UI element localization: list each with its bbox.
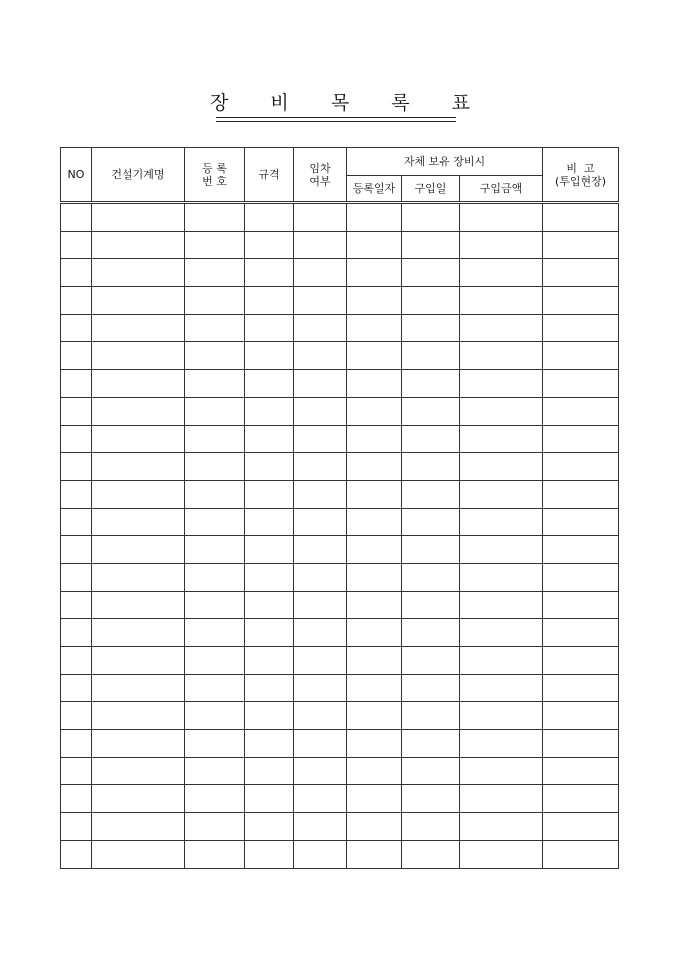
- table-cell[interactable]: [185, 287, 245, 315]
- table-cell[interactable]: [543, 425, 619, 453]
- table-cell[interactable]: [543, 674, 619, 702]
- table-cell[interactable]: [402, 480, 460, 508]
- table-cell[interactable]: [347, 591, 402, 619]
- table-cell[interactable]: [460, 287, 543, 315]
- table-cell[interactable]: [460, 508, 543, 536]
- table-cell[interactable]: [92, 702, 185, 730]
- table-row: [61, 563, 619, 591]
- table-cell[interactable]: [460, 813, 543, 841]
- table-cell[interactable]: [347, 203, 402, 232]
- table-cell[interactable]: [61, 397, 92, 425]
- table-row: [61, 287, 619, 315]
- table-cell[interactable]: [245, 840, 294, 868]
- header-machine-name: 건설기계명: [92, 148, 185, 203]
- equipment-list-table: [60, 147, 619, 869]
- table-cell[interactable]: [460, 425, 543, 453]
- table-cell[interactable]: [185, 563, 245, 591]
- table-cell[interactable]: [61, 231, 92, 259]
- table-cell[interactable]: [294, 231, 347, 259]
- table-cell[interactable]: [61, 785, 92, 813]
- table-cell[interactable]: [347, 536, 402, 564]
- table-cell[interactable]: [92, 536, 185, 564]
- table-cell[interactable]: [245, 203, 294, 232]
- table-cell[interactable]: [543, 342, 619, 370]
- table-cell[interactable]: [92, 785, 185, 813]
- table-cell[interactable]: [61, 647, 92, 675]
- table-row: [61, 730, 619, 758]
- table-cell[interactable]: [61, 757, 92, 785]
- table-cell[interactable]: [92, 370, 185, 398]
- table-cell[interactable]: [543, 314, 619, 342]
- table-cell[interactable]: [294, 480, 347, 508]
- table-cell[interactable]: [294, 536, 347, 564]
- table-cell[interactable]: [245, 619, 294, 647]
- table-cell[interactable]: [460, 730, 543, 758]
- table-cell[interactable]: [347, 785, 402, 813]
- table-cell[interactable]: [543, 508, 619, 536]
- table-cell[interactable]: [460, 647, 543, 675]
- table-cell[interactable]: [92, 619, 185, 647]
- table-cell[interactable]: [61, 508, 92, 536]
- table-cell[interactable]: [347, 425, 402, 453]
- table-cell[interactable]: [402, 397, 460, 425]
- table-cell[interactable]: [543, 397, 619, 425]
- table-cell[interactable]: [543, 231, 619, 259]
- table-cell[interactable]: [347, 647, 402, 675]
- table-cell[interactable]: [460, 757, 543, 785]
- table-cell[interactable]: [347, 231, 402, 259]
- table-cell[interactable]: [543, 785, 619, 813]
- table-cell[interactable]: [347, 757, 402, 785]
- table-cell[interactable]: [92, 231, 185, 259]
- header-lease-status-line2: 여부: [309, 174, 331, 188]
- table-cell[interactable]: [245, 508, 294, 536]
- table-cell[interactable]: [92, 508, 185, 536]
- table-row: [61, 840, 619, 868]
- header-owned-equipment-group: 자체 보유 장비시: [347, 148, 543, 176]
- header-lease-status: [294, 148, 347, 203]
- table-cell[interactable]: [460, 702, 543, 730]
- table-cell[interactable]: [185, 619, 245, 647]
- table-cell[interactable]: [402, 287, 460, 315]
- table-cell[interactable]: [402, 508, 460, 536]
- table-cell[interactable]: [294, 370, 347, 398]
- table-cell[interactable]: [347, 702, 402, 730]
- table-row: [61, 591, 619, 619]
- table-cell[interactable]: [294, 730, 347, 758]
- table-row: [61, 702, 619, 730]
- table-cell[interactable]: [92, 813, 185, 841]
- table-cell[interactable]: [61, 619, 92, 647]
- table-cell[interactable]: [347, 397, 402, 425]
- table-cell[interactable]: [185, 397, 245, 425]
- table-cell[interactable]: [402, 203, 460, 232]
- table-row: [61, 203, 619, 232]
- table-cell[interactable]: [245, 287, 294, 315]
- table-cell[interactable]: [61, 702, 92, 730]
- table-cell[interactable]: [543, 453, 619, 481]
- table-cell[interactable]: [61, 480, 92, 508]
- table-cell[interactable]: [61, 314, 92, 342]
- table-cell[interactable]: [294, 259, 347, 287]
- table-cell[interactable]: [294, 757, 347, 785]
- table-cell[interactable]: [185, 425, 245, 453]
- table-cell[interactable]: [61, 287, 92, 315]
- table-cell[interactable]: [543, 563, 619, 591]
- table-cell[interactable]: [402, 342, 460, 370]
- table-cell[interactable]: [543, 591, 619, 619]
- table-row: [61, 480, 619, 508]
- table-cell[interactable]: [402, 259, 460, 287]
- table-cell[interactable]: [460, 536, 543, 564]
- table-cell[interactable]: [245, 397, 294, 425]
- table-cell[interactable]: [543, 259, 619, 287]
- table-cell[interactable]: [245, 231, 294, 259]
- table-cell[interactable]: [347, 314, 402, 342]
- table-cell[interactable]: [245, 453, 294, 481]
- table-cell[interactable]: [460, 231, 543, 259]
- table-cell[interactable]: [185, 259, 245, 287]
- table-row: [61, 536, 619, 564]
- table-cell[interactable]: [347, 453, 402, 481]
- table-cell[interactable]: [92, 397, 185, 425]
- table-cell[interactable]: [294, 314, 347, 342]
- table-cell[interactable]: [460, 563, 543, 591]
- table-cell[interactable]: [402, 536, 460, 564]
- table-cell[interactable]: [347, 508, 402, 536]
- table-cell[interactable]: [460, 370, 543, 398]
- table-cell[interactable]: [61, 730, 92, 758]
- table-row: [61, 647, 619, 675]
- table-body: [61, 203, 619, 869]
- table-cell[interactable]: [61, 536, 92, 564]
- table-cell[interactable]: [61, 674, 92, 702]
- table-cell[interactable]: [460, 785, 543, 813]
- table-cell[interactable]: [185, 314, 245, 342]
- table-cell[interactable]: [294, 425, 347, 453]
- table-cell[interactable]: [402, 702, 460, 730]
- table-cell[interactable]: [92, 480, 185, 508]
- table-cell[interactable]: [294, 287, 347, 315]
- table-cell[interactable]: [402, 674, 460, 702]
- table-cell[interactable]: [245, 314, 294, 342]
- table-cell[interactable]: [92, 647, 185, 675]
- table-cell[interactable]: [460, 840, 543, 868]
- table-cell[interactable]: [460, 342, 543, 370]
- table-row: [61, 314, 619, 342]
- table-cell[interactable]: [543, 480, 619, 508]
- table-row: [61, 508, 619, 536]
- table-cell[interactable]: [294, 674, 347, 702]
- table-cell[interactable]: [294, 203, 347, 232]
- table-cell[interactable]: [543, 757, 619, 785]
- table-cell[interactable]: [92, 259, 185, 287]
- table-cell[interactable]: [460, 397, 543, 425]
- table-cell[interactable]: [402, 619, 460, 647]
- table-cell[interactable]: [460, 480, 543, 508]
- title-underline-second: [216, 121, 456, 122]
- header-remarks-line1: 비 고: [566, 161, 595, 175]
- header-remarks-line2: (투입현장): [554, 174, 607, 188]
- table-cell[interactable]: [543, 813, 619, 841]
- table-cell[interactable]: [92, 287, 185, 315]
- table-cell[interactable]: [185, 674, 245, 702]
- table-cell[interactable]: [402, 314, 460, 342]
- table-cell[interactable]: [543, 370, 619, 398]
- table-row: [61, 785, 619, 813]
- table-cell[interactable]: [460, 591, 543, 619]
- table-cell[interactable]: [347, 342, 402, 370]
- table-cell[interactable]: [61, 370, 92, 398]
- table-cell[interactable]: [294, 647, 347, 675]
- table-cell[interactable]: [92, 203, 185, 232]
- table-cell[interactable]: [61, 342, 92, 370]
- table-cell[interactable]: [294, 342, 347, 370]
- table-cell[interactable]: [61, 813, 92, 841]
- table-cell[interactable]: [245, 785, 294, 813]
- table-cell[interactable]: [402, 757, 460, 785]
- table-cell[interactable]: [347, 480, 402, 508]
- header-lease-status-line1: 임차: [309, 161, 331, 175]
- table-cell[interactable]: [185, 536, 245, 564]
- table-cell[interactable]: [92, 314, 185, 342]
- table-cell[interactable]: [245, 563, 294, 591]
- table-cell[interactable]: [347, 259, 402, 287]
- table-cell[interactable]: [347, 563, 402, 591]
- table-cell[interactable]: [185, 370, 245, 398]
- title-underline: [216, 117, 456, 118]
- table-cell[interactable]: [185, 508, 245, 536]
- table-cell[interactable]: [402, 453, 460, 481]
- table-cell[interactable]: [543, 203, 619, 232]
- header-registration-number-line1: 등 록: [202, 161, 227, 175]
- table-cell[interactable]: [245, 813, 294, 841]
- table-cell[interactable]: [294, 453, 347, 481]
- table-cell[interactable]: [185, 813, 245, 841]
- table-cell[interactable]: [347, 840, 402, 868]
- table-cell[interactable]: [460, 674, 543, 702]
- header-no: NO: [61, 148, 92, 203]
- table-cell[interactable]: [185, 480, 245, 508]
- table-cell[interactable]: [543, 730, 619, 758]
- table-cell[interactable]: [61, 563, 92, 591]
- table-cell[interactable]: [460, 453, 543, 481]
- table-cell[interactable]: [294, 813, 347, 841]
- table-cell[interactable]: [185, 757, 245, 785]
- table-cell[interactable]: [61, 840, 92, 868]
- table-cell[interactable]: [347, 287, 402, 315]
- table-cell[interactable]: [402, 370, 460, 398]
- table-cell[interactable]: [543, 536, 619, 564]
- table-cell[interactable]: [347, 674, 402, 702]
- table-cell[interactable]: [92, 591, 185, 619]
- table-cell[interactable]: [245, 480, 294, 508]
- header-registration-number: [185, 148, 245, 203]
- table-cell[interactable]: [245, 757, 294, 785]
- table-cell[interactable]: [185, 702, 245, 730]
- table-cell[interactable]: [294, 619, 347, 647]
- table-cell[interactable]: [402, 730, 460, 758]
- table-cell[interactable]: [92, 453, 185, 481]
- table-cell[interactable]: [402, 840, 460, 868]
- table-cell[interactable]: [61, 259, 92, 287]
- table-cell[interactable]: [245, 674, 294, 702]
- table-cell[interactable]: [543, 702, 619, 730]
- table-row: [61, 674, 619, 702]
- table-cell[interactable]: [245, 259, 294, 287]
- table-cell[interactable]: [245, 370, 294, 398]
- table-cell[interactable]: [294, 785, 347, 813]
- table-cell[interactable]: [185, 203, 245, 232]
- table-cell[interactable]: [245, 536, 294, 564]
- table-cell[interactable]: [543, 287, 619, 315]
- table-cell[interactable]: [245, 342, 294, 370]
- table-cell[interactable]: [402, 425, 460, 453]
- table-cell[interactable]: [402, 647, 460, 675]
- table-row: [61, 342, 619, 370]
- table-cell[interactable]: [92, 840, 185, 868]
- table-cell[interactable]: [402, 563, 460, 591]
- table-cell[interactable]: [402, 785, 460, 813]
- table-cell[interactable]: [347, 813, 402, 841]
- table-cell[interactable]: [402, 591, 460, 619]
- table-cell[interactable]: [245, 591, 294, 619]
- page-title: 장 비 목 록 표: [210, 92, 488, 114]
- table-cell[interactable]: [460, 203, 543, 232]
- table-row: [61, 397, 619, 425]
- header-registration-number-line2: 번 호: [202, 174, 227, 188]
- table-row: [61, 259, 619, 287]
- table-cell[interactable]: [543, 647, 619, 675]
- table-cell[interactable]: [185, 591, 245, 619]
- table-row: [61, 370, 619, 398]
- table-cell[interactable]: [185, 730, 245, 758]
- table-cell[interactable]: [460, 619, 543, 647]
- table-row: [61, 757, 619, 785]
- table-cell[interactable]: [92, 563, 185, 591]
- table-cell[interactable]: [92, 757, 185, 785]
- header-purchase-date: 구입일: [402, 176, 460, 203]
- table-cell[interactable]: [347, 370, 402, 398]
- header-remarks: [543, 148, 619, 203]
- table-cell[interactable]: [61, 591, 92, 619]
- table-cell[interactable]: [92, 425, 185, 453]
- table-cell[interactable]: [92, 674, 185, 702]
- table-cell[interactable]: [543, 619, 619, 647]
- table-cell[interactable]: [543, 840, 619, 868]
- header-registration-date: 등록일자: [347, 176, 402, 203]
- table-cell[interactable]: [347, 619, 402, 647]
- table-cell[interactable]: [245, 647, 294, 675]
- table-cell[interactable]: [61, 203, 92, 232]
- table-cell[interactable]: [61, 453, 92, 481]
- header-purchase-amount: 구입금액: [460, 176, 543, 203]
- table-cell[interactable]: [185, 647, 245, 675]
- table-row: [61, 453, 619, 481]
- table-cell[interactable]: [402, 813, 460, 841]
- table-cell[interactable]: [294, 591, 347, 619]
- table-cell[interactable]: [245, 425, 294, 453]
- table-cell[interactable]: [294, 397, 347, 425]
- table-cell[interactable]: [294, 840, 347, 868]
- table-cell[interactable]: [294, 508, 347, 536]
- table-cell[interactable]: [245, 702, 294, 730]
- table-cell[interactable]: [294, 702, 347, 730]
- table-row: [61, 231, 619, 259]
- table-cell[interactable]: [185, 231, 245, 259]
- table-cell[interactable]: [185, 342, 245, 370]
- table-cell[interactable]: [460, 314, 543, 342]
- table-cell[interactable]: [61, 425, 92, 453]
- table-cell[interactable]: [294, 563, 347, 591]
- table-cell[interactable]: [347, 730, 402, 758]
- table-row: [61, 619, 619, 647]
- table-row: [61, 813, 619, 841]
- table-cell[interactable]: [460, 259, 543, 287]
- table-cell[interactable]: [92, 730, 185, 758]
- table-row: [61, 425, 619, 453]
- table-cell[interactable]: [92, 342, 185, 370]
- table-cell[interactable]: [245, 730, 294, 758]
- table-cell[interactable]: [185, 840, 245, 868]
- header-spec: 규격: [245, 148, 294, 203]
- table-cell[interactable]: [185, 785, 245, 813]
- table-cell[interactable]: [402, 231, 460, 259]
- table-cell[interactable]: [185, 453, 245, 481]
